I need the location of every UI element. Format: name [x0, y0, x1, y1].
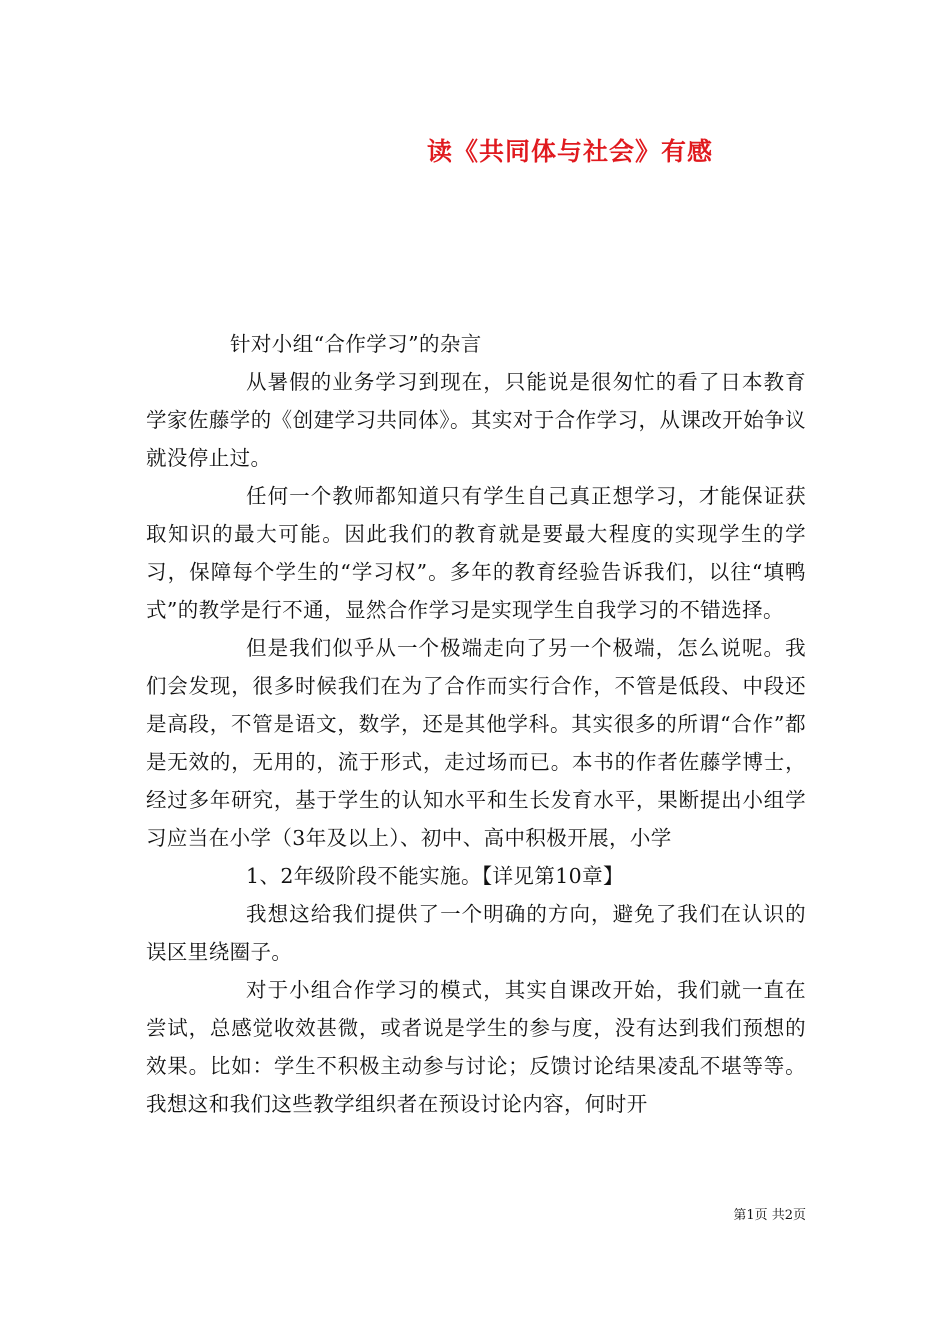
document-body — [146, 325, 806, 1123]
document-title: 读《共同体与社会》有感 — [426, 137, 713, 166]
document-subheading: 针对小组“合作学习”的杂言 — [230, 332, 482, 356]
page-footer: 第1页 共2页 — [733, 1208, 806, 1223]
paragraph-5: 我想这给我们提供了一个明确的方向，避免了我们在认识的误区里绕圈子。 — [146, 902, 806, 964]
paragraph-1: 从暑假的业务学习到现在，只能说是很匆忙的看了日本教育学家佐藤学的《创建学习共同体》。其实对于合作学习，从课改开始争议就没停止过。 — [146, 370, 806, 470]
paragraph-2: 任何一个教师都知道只有学生自己真正想学习，才能保证获取知识的最大可能。因此我们的教育就是要最大程度的实现学生的学习，保障每个学生的“学习权”。多年的教育经验告诉我们，以往“填鸭式”的教学是行不通，显然合作学习是实现学生自我学习的不错选择。 — [146, 484, 806, 622]
paragraph-4: 1、2年级阶段不能实施。【详见第10章】 — [246, 864, 624, 888]
paragraph-3: 但是我们似乎从一个极端走向了另一个极端，怎么说呢。我们会发现，很多时候我们在为了合作而实行合作，不管是低段、中段还是高段，不管是语文，数学，还是其他学科。其实很多的所谓“合作”都是无效的，无用的，流于形式，走过场而已。本书的作者佐藤学博士，经过多年研究，基于学生的认知水平和生长发育水平，果断提出小组学习应当在小学（3年及以上）、初中、高中积极开展，小学 — [146, 636, 806, 850]
paragraph-6: 对于小组合作学习的模式，其实自课改开始，我们就一直在尝试，总感觉收效甚微，或者说是学生的参与度，没有达到我们预想的效果。比如：学生不积极主动参与讨论；反馈讨论结果凌乱不堪等等。我想这和我们这些教学组织者在预设讨论内容，何时开 — [146, 978, 806, 1116]
